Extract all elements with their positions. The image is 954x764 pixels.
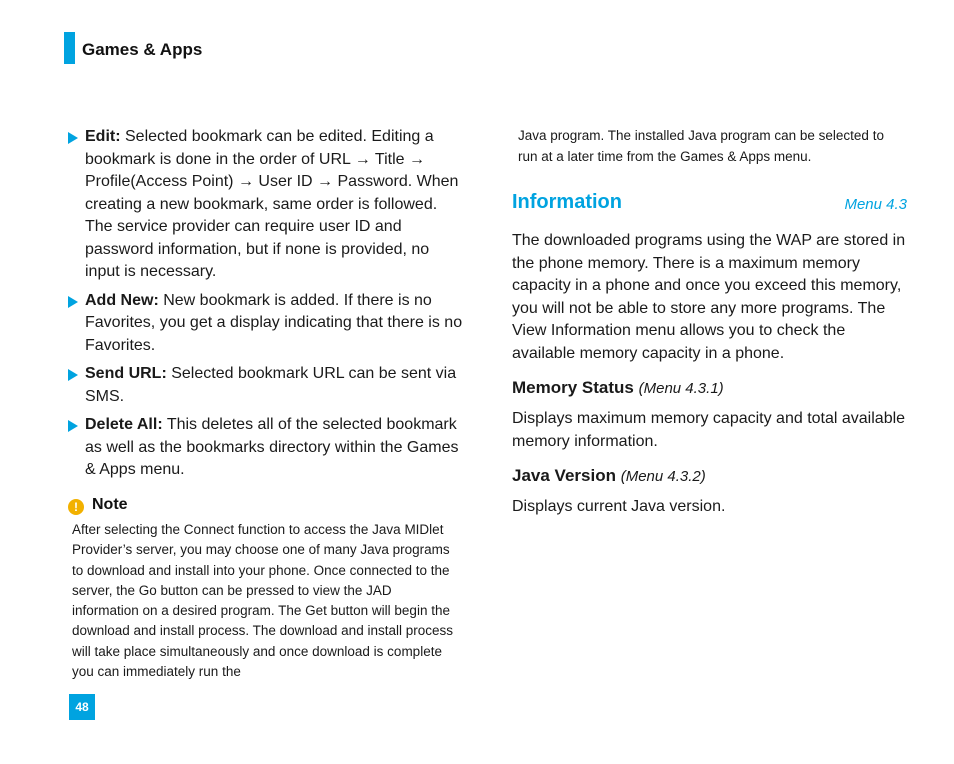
note-body: After selecting the Connect function to access the Java MIDlet Provider’s server, you may choose one of many Java programs to download and install into your phone. Once connected to the server, the Go button can be pressed to view the JAD information on a desired program. The Get button will begin the download and install process. The download and install process will take place simultaneously and once download is complete you can immediately run the <box>72 522 453 680</box>
page-number: 48 <box>69 694 95 720</box>
memory-status-menu: (Menu 4.3.1) <box>638 380 724 397</box>
exclamation-icon: ! <box>68 499 84 515</box>
bullet-label: Delete All: <box>85 416 163 433</box>
header-accent-bar <box>64 32 75 64</box>
note-continued-text: Java program. The installed Java program can be selected to run at a later time from the Games & Apps menu. <box>518 128 884 164</box>
bullet-delete-all <box>68 414 468 482</box>
information-heading: Information <box>512 191 622 213</box>
triangle-bullet-icon <box>68 369 78 381</box>
bullet-text: This deletes all of the selected bookmark as well as the bookmarks directory within the Games & Apps menu. <box>85 416 459 478</box>
bullet-label: Send URL: <box>85 365 167 382</box>
java-version-text: Displays current Java version. <box>512 498 726 515</box>
java-version-title: Java Version <box>512 466 616 485</box>
bullet-send-url <box>68 363 468 408</box>
bullet-text: Selected bookmark URL can be sent via SMS. <box>85 365 457 405</box>
triangle-bullet-icon <box>68 420 78 432</box>
left-column <box>68 126 468 488</box>
java-version-menu: (Menu 4.3.2) <box>620 468 706 485</box>
section-title: Games & Apps <box>82 40 203 59</box>
bullet-text: New bookmark is added. If there is no Favorites, you get a display indicating that there is no Favorites. <box>85 291 463 354</box>
information-menu-number: Menu 4.3 <box>844 196 907 213</box>
java-version-heading <box>512 466 706 486</box>
bullet-label: Add New: <box>85 291 159 309</box>
triangle-bullet-icon <box>68 296 78 308</box>
memory-status-title: Memory Status <box>512 378 634 397</box>
bullet-text: Selected bookmark can be edited. Editing a bookmark is done in the order of URL → Title → Profile(Access Point) → User ID → Password. When creating a new bookmark, same order is followed. The service provider can require user ID and password information, but if none is provided, no input is necessary. <box>85 128 459 280</box>
note-title: Note <box>92 496 128 513</box>
memory-status-text: Displays maximum memory capacity and total available memory information. <box>512 410 906 450</box>
triangle-bullet-icon <box>68 132 78 144</box>
bullet-edit <box>68 126 468 284</box>
information-text: The downloaded programs using the WAP are stored in the phone memory. There is a maximum memory capacity in a phone and once you exceed this memory, you will not be able to store any more programs. The View Information menu allows you to check the available memory capacity in a phone. <box>512 232 906 362</box>
bullet-label: Edit: <box>85 128 121 145</box>
bullet-add-new <box>68 290 468 358</box>
memory-status-heading <box>512 378 724 398</box>
note-heading <box>68 496 128 515</box>
